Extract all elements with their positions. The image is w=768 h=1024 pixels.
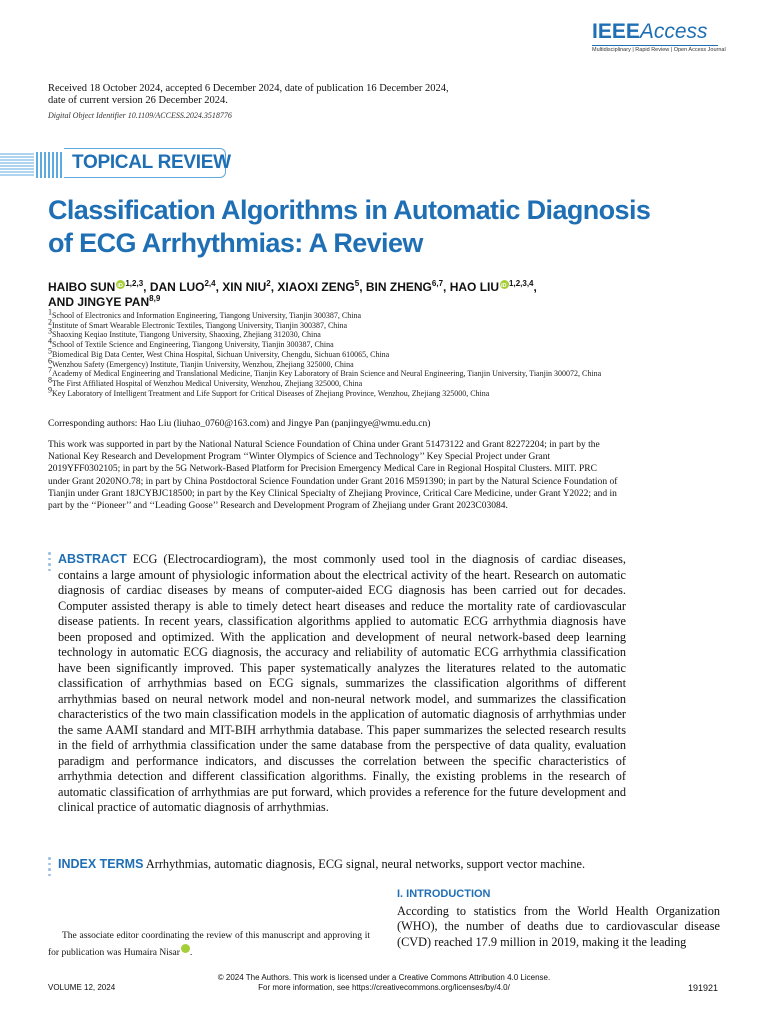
- author-separator: ,: [443, 280, 450, 294]
- page-number: 191921: [688, 983, 719, 993]
- affiliation-number: 5: [48, 346, 52, 356]
- affiliation-text: Key Laboratory of Intelligent Treatment and Life Support for Critical Diseases of Zhejiang Province, Wenzhou, Zhejiang 325000, China: [52, 388, 490, 398]
- affiliation-item: [48, 365, 668, 379]
- abstract: [58, 552, 626, 816]
- volume-label: VOLUME 12, 2024: [48, 983, 116, 992]
- logo-rule: [592, 45, 718, 46]
- author-affiliation-sup: 8,9: [149, 294, 161, 303]
- affiliation-item: [48, 336, 668, 350]
- index-terms-dots-ornament: [48, 857, 51, 879]
- author-separator: ,: [143, 280, 150, 294]
- author-separator: ,: [359, 280, 366, 294]
- affiliation-item: [48, 326, 668, 340]
- affiliation-list: [48, 307, 668, 398]
- index-terms: [58, 857, 658, 872]
- received-dates-line1: Received 18 October 2024, accepted 6 December 2024, date of publication 16 December 2024,: [48, 83, 449, 94]
- affiliation-item: [48, 375, 668, 389]
- funding-statement: This work was supported in part by the National Natural Science Foundation of China under Grant 51473122 and Grant 82272204; in part by the National Key Research and Development Program ‘‘Winter Olympics of Science and Technology’’ Key Special Project under Grant 2019YFF0302105; in part by the 5G Network-Based Platform for Precision Emergency Medical Care in Regional Hospital Clusters. MIIT. PRC under Grant 2020NO.78; in part by China Postdoctoral Science Foundation under Grant 2016 M591390; in part by the Natural Science Foundation of Tianjin under Grant 18JCYBJC18500; in part by the Key Clinical Specialty of Zhejiang Province, Critical Care Medicine, under Grant Y2022; and in part by the ‘‘Pioneer’’ and ‘‘Leading Goose’’ Research and Development Program of Zhejiang under Grant 2023C03084.: [48, 440, 618, 512]
- editor-note: [48, 929, 370, 961]
- logo-ieee-text: IEEE: [592, 20, 640, 43]
- affiliation-text: Biomedical Big Data Center, West China Hospital, Sichuan University, Chengdu, Sichuan 610065, China: [52, 349, 390, 359]
- author-affiliation-sup: 2: [266, 279, 271, 288]
- editor-note-text: The associate editor coordinating the review of this manuscript and approving it for publication was Humaira Nisar: [48, 931, 370, 958]
- license-notice: [0, 973, 768, 993]
- affiliation-number: 8: [48, 375, 52, 385]
- author-affiliation-sup: 1,2,3: [125, 279, 144, 288]
- author-name: BIN ZHENG: [365, 280, 432, 294]
- affiliation-number: 1: [48, 307, 52, 317]
- affiliation-text: Shaoxing Keqiao Institute, Tiangong University, Shaoxing, Zhejiang 312030, China: [52, 330, 321, 340]
- affiliation-text: Academy of Medical Engineering and Translational Medicine, Tianjin Key Laboratory of Brain Science and Neural Engineering, Tianjin University, Tianjin 300072, China: [52, 369, 602, 379]
- affiliation-number: 6: [48, 355, 52, 365]
- banner-stripes-graphic: [0, 152, 70, 178]
- topical-review-label: TOPICAL REVIEW: [72, 152, 231, 173]
- received-dates-line2: date of current version 26 December 2024.: [48, 95, 228, 106]
- affiliation-item: [48, 346, 668, 360]
- affiliation-text: School of Electronics and Information Engineering, Tiangong University, Tianjin 300387, China: [52, 311, 362, 320]
- corresponding-authors: Corresponding authors: Hao Liu (liuhao_0760@163.com) and Jingye Pan (panjingye@wmu.edu.cn): [48, 419, 431, 429]
- affiliation-text: Wenzhou Safety (Emergency) Institute, Tianjin University, Wenzhou, Zhejiang 325000, China: [52, 359, 354, 369]
- affiliation-number: 3: [48, 326, 52, 336]
- affiliation-item: [48, 384, 668, 399]
- author-name: AND JINGYE PAN: [48, 295, 150, 309]
- orcid-icon[interactable]: [116, 280, 125, 289]
- license-line2[interactable]: For more information, see https://creativecommons.org/licenses/by/4.0/: [258, 983, 510, 992]
- section-heading-introduction: I. INTRODUCTION: [397, 888, 491, 900]
- paper-title-line2: of ECG Arrhythmias: A Review: [48, 228, 423, 258]
- author-separator: ,: [270, 280, 278, 294]
- abstract-dots-ornament: [48, 552, 51, 574]
- affiliation-item: [48, 317, 668, 331]
- abstract-heading: ABSTRACT: [58, 552, 127, 566]
- author-name: XIAOXI ZENG: [277, 280, 355, 294]
- affiliation-number: 2: [48, 317, 52, 327]
- author-affiliation-sup: 6,7: [431, 279, 444, 288]
- logo-access-text: Access: [639, 20, 708, 43]
- logo-tagline: Multidisciplinary | Rapid Review | Open Access Journal: [592, 47, 726, 53]
- affiliation-text: School of Textile Science and Engineering, Tiangong University, Tianjin 300387, China: [52, 340, 334, 350]
- index-terms-text: Arrhythmias, automatic diagnosis, ECG signal, neural networks, support vector machine.: [145, 857, 586, 871]
- abstract-text: ECG (Electrocardiogram), the most commonly used tool in the diagnosis of cardiac diseases, contains a large amount of physiologic information about the electrical activity of the heart. Research on automatic diagnosis of cardiac diseases by means of computer-aided ECG diagnosis has been carried out for decades. Computer assisted therapy is able to timely detect heart diseases and reduce the mortality rate of cardiovascular disease patients. In recent years, classification algorithms applied to automatic ECG arrhythmia diagnosis have been proposed and optimized. With the application and development of neural network-based deep learning technology in automatic ECG diagnosis, the accuracy and reliability of automatic ECG arrhythmia classification have been significantly improved. This paper systematically analyzes the literatures related to the automatic classification of arrhythmias based on ECG signals, summarizes the classification algorithms of different arrhythmias based on neural network model and non-neural network model, and summarizes the classification characteristics of the two main classification models in the application of automatic diagnosis of arrhythmias under the same AAMI standard and MIT-BIH arrhythmia database. This paper summarizes the selected research results in the field of arrhythmia classification under the same database from the perspective of data quality, evaluation paradigm and performance indicators, and discusses the correlation between the specific characteristics of arrhythmia detection and different classification algorithms. Finally, the existing problems in the research of automatic classification of arrhythmias are put forward, which provides a reference for the future development and clinical practice of automatic diagnosis of arrhythmias.: [58, 552, 626, 814]
- affiliation-item: [48, 307, 668, 321]
- affiliation-text: Institute of Smart Wearable Electronic Textiles, Tiangong University, Tianjin 300387, China: [52, 320, 348, 330]
- index-terms-heading: INDEX TERMS: [58, 857, 144, 871]
- introduction-text: According to statistics from the World Health Organization (WHO), the number of deaths due to cardiovascular disease (CVD) reached 17.9 million in 2019, making it the leading: [397, 904, 720, 949]
- author-separator: ,: [533, 280, 537, 294]
- orcid-icon[interactable]: [500, 280, 509, 289]
- author-name: DAN LUO: [149, 280, 205, 294]
- paper-title-line1: Classification Algorithms in Automatic Diagnosis: [48, 195, 651, 225]
- orcid-icon[interactable]: [181, 944, 190, 953]
- author-name: HAO LIU: [449, 280, 500, 294]
- author-name: XIN NIU: [222, 280, 267, 294]
- affiliation-item: [48, 355, 668, 370]
- author-list: [48, 280, 668, 310]
- affiliation-number: 4: [48, 336, 52, 346]
- author-affiliation-sup: 1,2,3,4: [509, 279, 534, 288]
- author-separator: ,: [215, 280, 223, 294]
- doi: Digital Object Identifier 10.1109/ACCESS.2024.3518776: [48, 111, 232, 120]
- affiliation-number: 7: [48, 365, 52, 375]
- affiliation-number: 9: [48, 384, 52, 394]
- ieee-access-logo: [592, 20, 726, 60]
- license-line1: © 2024 The Authors. This work is licensed under a Creative Commons Attribution 4.0 License.: [217, 973, 551, 982]
- paper-title: [48, 194, 668, 260]
- author-name: HAIBO SUN: [48, 280, 116, 294]
- author-affiliation-sup: 5: [354, 279, 360, 288]
- affiliation-text: The First Affiliated Hospital of Wenzhou Medical University, Wenzhou, Zhejiang 325000, China: [52, 378, 363, 388]
- author-affiliation-sup: 2,4: [204, 279, 216, 288]
